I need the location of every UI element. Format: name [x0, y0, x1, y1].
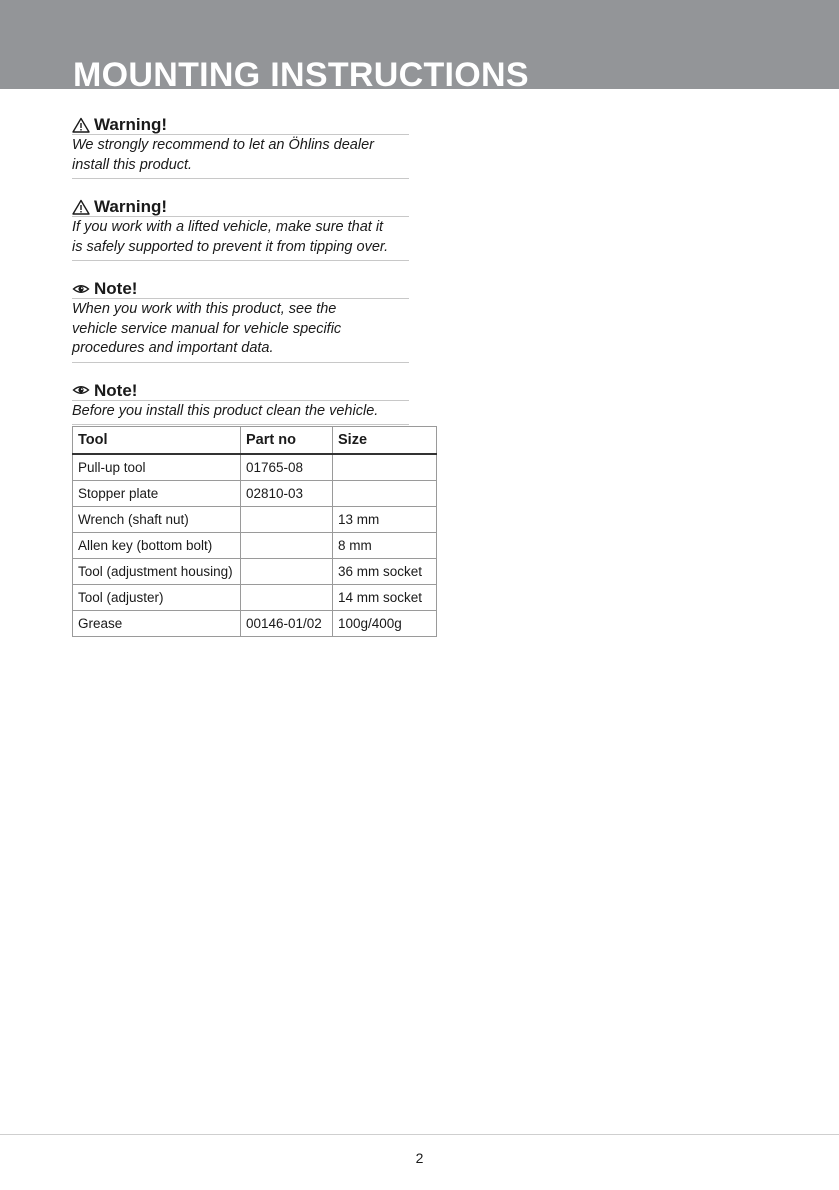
notice-header: [72, 115, 409, 135]
notices-section: [72, 115, 409, 443]
part-no-cell: [241, 585, 333, 611]
warning-notice: [72, 115, 409, 179]
eye-icon: [72, 281, 90, 297]
table-row: [73, 507, 437, 533]
notice-header: [72, 197, 409, 217]
part-no-cell: 02810-03: [241, 481, 333, 507]
notice-header: [72, 381, 409, 401]
tools-table: [72, 426, 437, 637]
part-no-cell: 01765-08: [241, 454, 333, 481]
notice-text: Before you install this product clean the vehicle.: [72, 401, 409, 426]
size-cell: 100g/400g: [333, 611, 437, 637]
notice-text: If you work with a lifted vehicle, make sure that it is safely supported to prevent it from tipping over.: [72, 217, 409, 261]
tool-cell: Pull-up tool: [73, 454, 241, 481]
page-title: MOUNTING INSTRUCTIONS: [73, 56, 529, 89]
table-row: [73, 454, 437, 481]
part-no-cell: 00146-01/02: [241, 611, 333, 637]
tool-cell: Stopper plate: [73, 481, 241, 507]
footer-divider: [0, 1134, 839, 1135]
size-cell: 13 mm: [333, 507, 437, 533]
notice-title: Note!: [94, 279, 138, 298]
table-row: [73, 611, 437, 637]
header-band: [0, 0, 839, 89]
notice-header: [72, 279, 409, 299]
part-no-cell: [241, 559, 333, 585]
part-no-cell: [241, 533, 333, 559]
tool-cell: Tool (adjustment housing): [73, 559, 241, 585]
tool-cell: Wrench (shaft nut): [73, 507, 241, 533]
size-cell: [333, 454, 437, 481]
notice-text: When you work with this product, see the vehicle service manual for vehicle specific procedures and important data.: [72, 299, 409, 363]
tool-cell: Allen key (bottom bolt): [73, 533, 241, 559]
column-header-size: Size: [333, 427, 437, 455]
notice-title: Warning!: [94, 115, 168, 134]
size-cell: 36 mm socket: [333, 559, 437, 585]
warning-icon: [72, 117, 90, 133]
table-row: [73, 533, 437, 559]
warning-notice: [72, 197, 409, 261]
size-cell: [333, 481, 437, 507]
notice-title: Warning!: [94, 197, 168, 216]
notice-title: Note!: [94, 380, 138, 400]
eye-icon: [72, 382, 90, 398]
size-cell: 14 mm socket: [333, 585, 437, 611]
note-notice: [72, 381, 409, 426]
notice-text: We strongly recommend to let an Öhlins dealer install this product.: [72, 135, 409, 179]
warning-icon: [72, 199, 90, 215]
table-row: [73, 481, 437, 507]
size-cell: 8 mm: [333, 533, 437, 559]
tool-cell: Tool (adjuster): [73, 585, 241, 611]
table-row: [73, 559, 437, 585]
column-header-part-no: Part no: [241, 427, 333, 455]
part-no-cell: [241, 507, 333, 533]
page-number: 2: [415, 1150, 424, 1166]
tool-cell: Grease: [73, 611, 241, 637]
note-notice: [72, 279, 409, 363]
table-row: [73, 585, 437, 611]
column-header-tool: Tool: [73, 427, 241, 455]
table-header-row: [73, 427, 437, 455]
